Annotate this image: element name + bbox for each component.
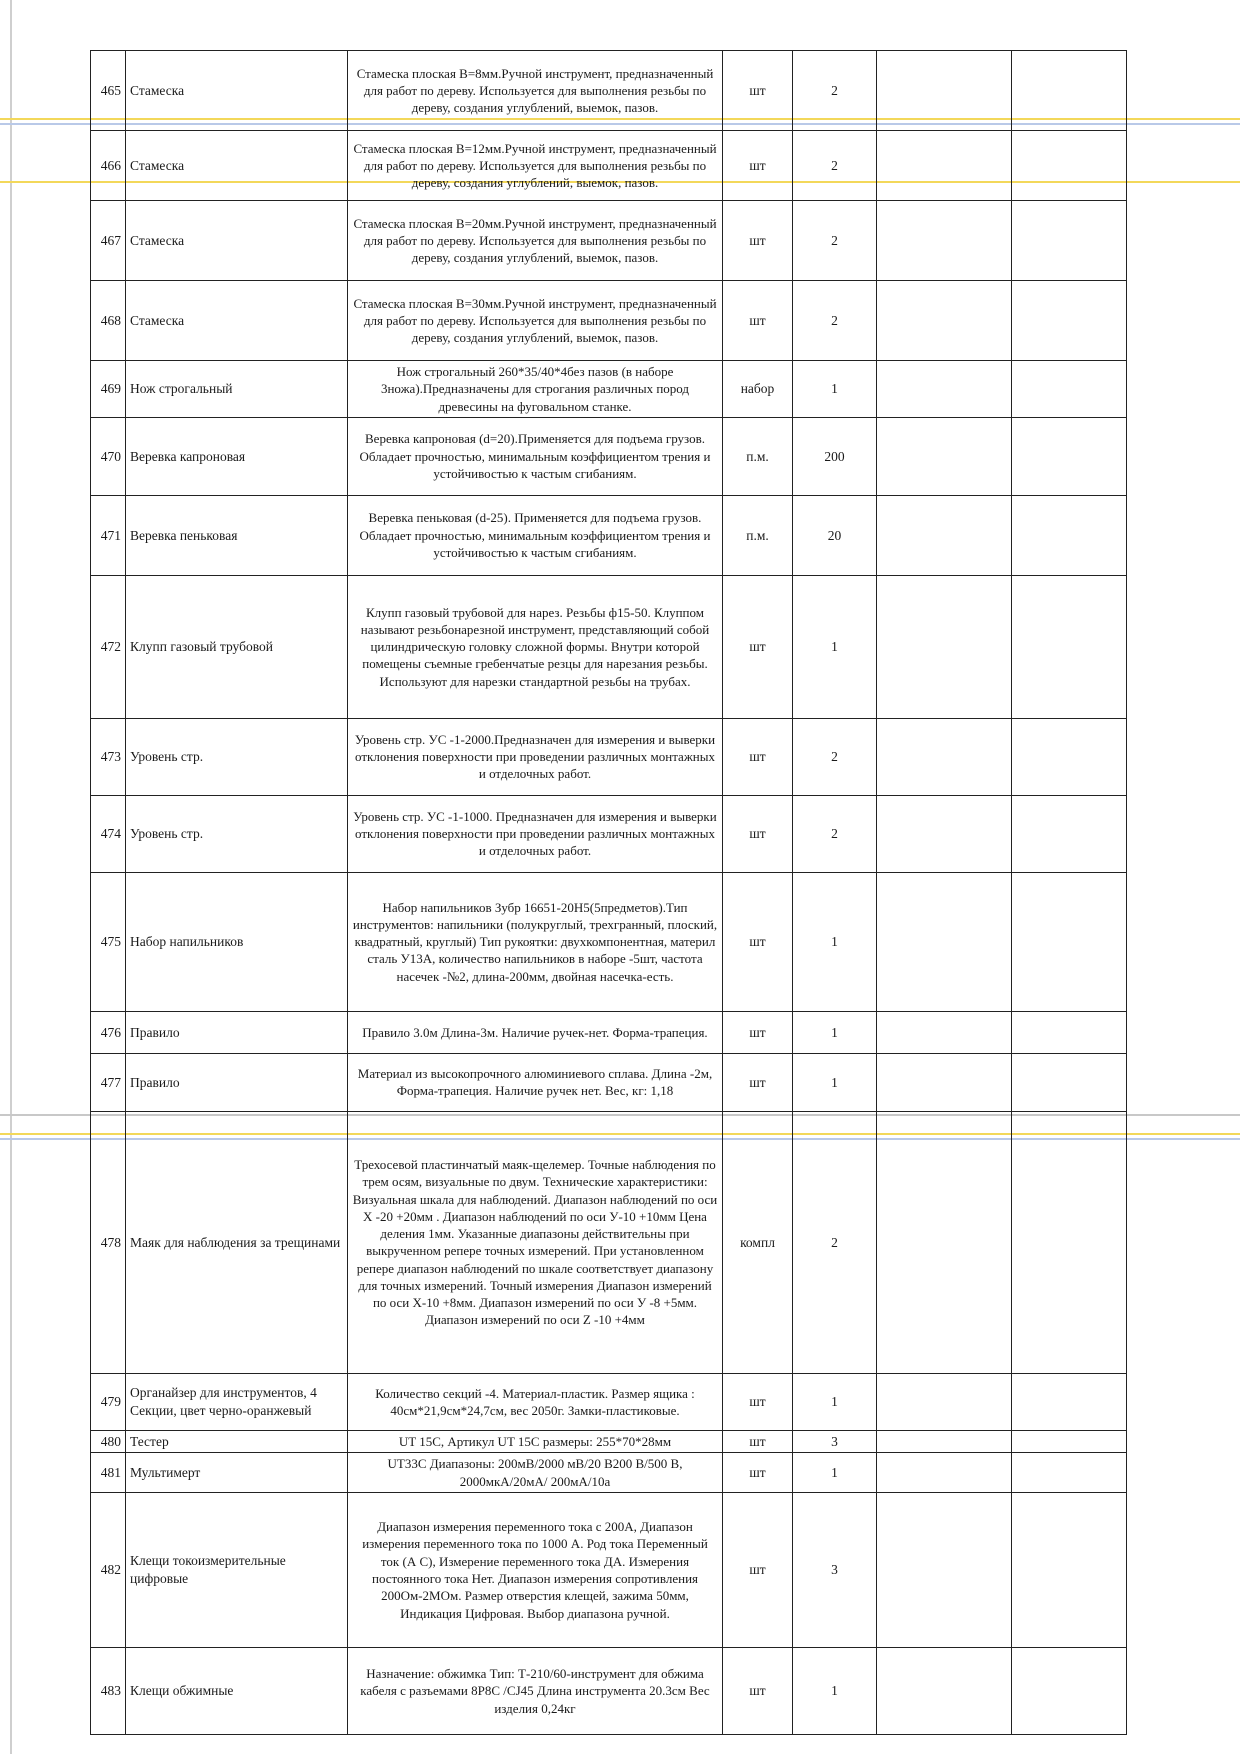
unit: шт [723, 1453, 793, 1493]
row-number: 482 [91, 1492, 126, 1647]
empty-cell [1012, 1492, 1127, 1647]
row-number: 471 [91, 495, 126, 575]
item-description: Трехосевой пластинчатый маяк-щелемер. Точные наблюдения по трем осям, визуальные по двум. Технические характеристики: Визуальная шкала для наблюдений. Диапазон наблюдений по оси X -20 +20мм . Диапазон наблюдений по оси У-10 +10мм Цена деления 1мм. Указанные диапазоны действительны при выкрученном репере точных измерений. При установленном репере диапазон наблюдений по шкале соответствует диапазону для точных измерений. Точный измерения Диапазон измерений по оси X-10 +8мм. Диапазон измерений по оси У -8 +5мм. Диапазон измерений по оси Z -10 +4мм [348, 1111, 723, 1373]
table-row [91, 1453, 1127, 1493]
row-number: 483 [91, 1647, 126, 1734]
empty-cell [877, 795, 1012, 872]
empty-cell [877, 1430, 1012, 1453]
unit: шт [723, 1053, 793, 1111]
item-name: Органайзер для инструментов, 4 Секции, цвет черно-оранжевый [126, 1373, 348, 1430]
table-row [91, 417, 1127, 495]
row-number: 466 [91, 131, 126, 201]
item-description: Материал из высокопрочного алюминиевого сплава. Длина -2м, Форма-трапеция. Наличие ручек нет. Вес, кг: 1,18 [348, 1053, 723, 1111]
empty-cell [877, 1647, 1012, 1734]
row-number: 479 [91, 1373, 126, 1430]
empty-cell [877, 1373, 1012, 1430]
quantity: 2 [793, 718, 877, 795]
item-name: Правило [126, 1053, 348, 1111]
empty-cell [877, 872, 1012, 1011]
unit: шт [723, 281, 793, 361]
row-number: 481 [91, 1453, 126, 1493]
unit: шт [723, 872, 793, 1011]
row-number: 474 [91, 795, 126, 872]
quantity: 1 [793, 1453, 877, 1493]
item-description: UT 15C, Артикул UT 15C размеры: 255*70*28мм [348, 1430, 723, 1453]
unit: шт [723, 575, 793, 718]
table-row [91, 495, 1127, 575]
item-description: Количество секций -4. Материал-пластик. Размер ящика : 40см*21,9см*24,7см, вес 2050г. Замки-пластиковые. [348, 1373, 723, 1430]
unit: п.м. [723, 417, 793, 495]
item-description: Стамеска плоская В=30мм.Ручной инструмент, предназначенный для работ по дереву. Используется для выполнения резьбы по дереву, создания углублений, выемок, пазов. [348, 281, 723, 361]
item-name: Клупп газовый трубовой [126, 575, 348, 718]
unit: шт [723, 795, 793, 872]
item-name: Маяк для наблюдения за трещинами [126, 1111, 348, 1373]
table-row [91, 795, 1127, 872]
item-name: Набор напильников [126, 872, 348, 1011]
empty-cell [1012, 1111, 1127, 1373]
empty-cell [1012, 417, 1127, 495]
row-number: 475 [91, 872, 126, 1011]
quantity: 1 [793, 361, 877, 418]
item-description: Веревка капроновая (d=20).Применяется для подъема грузов. Обладает прочностью, минимальным коэффициентом трения и устойчивостью к частым сгибаниям. [348, 417, 723, 495]
item-name: Стамеска [126, 51, 348, 131]
quantity: 2 [793, 281, 877, 361]
quantity: 3 [793, 1430, 877, 1453]
item-name: Уровень стр. [126, 718, 348, 795]
unit: шт [723, 201, 793, 281]
item-name: Веревка пеньковая [126, 495, 348, 575]
empty-cell [877, 1011, 1012, 1053]
empty-cell [877, 1111, 1012, 1373]
item-name: Правило [126, 1011, 348, 1053]
item-description: Набор напильников Зубр 16651-20Н5(5предметов).Тип инструментов: напильники (полукруглый, трехгранный, плоский, квадратный, круглый) Тип рукоятки: двухкомпонентная, материл сталь У13А, количество напильников в наборе -5шт, частота насечек -№2, длина-200мм, двойная насечка-есть. [348, 872, 723, 1011]
item-name: Нож строгальный [126, 361, 348, 418]
table-row [91, 51, 1127, 131]
row-number: 470 [91, 417, 126, 495]
table-row [91, 361, 1127, 418]
row-number: 467 [91, 201, 126, 281]
quantity: 1 [793, 1373, 877, 1430]
row-number: 472 [91, 575, 126, 718]
quantity: 1 [793, 575, 877, 718]
item-description: Клупп газовый трубовой для нарез. Резьбы ф15-50. Клуппом называют резьбонарезной инструмент, представляющий собой цилиндрическую головку сложной формы. Внутри которой помещены съемные гребенчатые резцы для нарезания резьбы. Используют для нарезки стандартной резьбы на трубах. [348, 575, 723, 718]
empty-cell [877, 1053, 1012, 1111]
item-description: UT33C Диапазоны: 200мВ/2000 мВ/20 В200 В/500 В, 2000мкА/20мА/ 200мА/10а [348, 1453, 723, 1493]
quantity: 200 [793, 417, 877, 495]
quantity: 2 [793, 1111, 877, 1373]
item-name: Стамеска [126, 281, 348, 361]
row-number: 473 [91, 718, 126, 795]
table-row [91, 718, 1127, 795]
row-number: 480 [91, 1430, 126, 1453]
empty-cell [877, 1453, 1012, 1493]
table-row [91, 281, 1127, 361]
item-description: Уровень стр. УС -1-1000. Предназначен для измерения и выверки отклонения поверхности при проведении различных монтажных и отделочных работ. [348, 795, 723, 872]
unit: шт [723, 718, 793, 795]
quantity: 1 [793, 872, 877, 1011]
empty-cell [1012, 575, 1127, 718]
item-description: Правило 3.0м Длина-3м. Наличие ручек-нет. Форма-трапеция. [348, 1011, 723, 1053]
empty-cell [877, 417, 1012, 495]
empty-cell [1012, 361, 1127, 418]
quantity: 2 [793, 795, 877, 872]
goods-table [90, 50, 1127, 1735]
quantity: 3 [793, 1492, 877, 1647]
empty-cell [877, 281, 1012, 361]
table-row [91, 131, 1127, 201]
empty-cell [877, 51, 1012, 131]
row-number: 469 [91, 361, 126, 418]
item-name: Веревка капроновая [126, 417, 348, 495]
empty-cell [1012, 1011, 1127, 1053]
item-description: Стамеска плоская В=12мм.Ручной инструмент, предназначенный для работ по дереву. Используется для выполнения резьбы по дереву, создания углублений, выемок, пазов. [348, 131, 723, 201]
empty-cell [877, 718, 1012, 795]
unit: шт [723, 131, 793, 201]
item-description: Нож строгальный 260*35/40*4без пазов (в наборе 3ножа).Предназначены для строгания различных пород древесины на фуговальном станке. [348, 361, 723, 418]
item-description: Стамеска плоская В=8мм.Ручной инструмент, предназначенный для работ по дереву. Используется для выполнения резьбы по дереву, создания углублений, выемок, пазов. [348, 51, 723, 131]
table-row [91, 1647, 1127, 1734]
empty-cell [877, 361, 1012, 418]
item-description: Назначение: обжимка Тип: Т-210/60-инструмент для обжима кабеля с разъемами 8Р8С /CJ45 Длина инструмента 20.3см Вес изделия 0,24кг [348, 1647, 723, 1734]
item-name: Мультимерт [126, 1453, 348, 1493]
item-name: Стамеска [126, 131, 348, 201]
table-row [91, 872, 1127, 1011]
item-name: Стамеска [126, 201, 348, 281]
quantity: 2 [793, 201, 877, 281]
table-row [91, 1053, 1127, 1111]
empty-cell [877, 575, 1012, 718]
unit: набор [723, 361, 793, 418]
empty-cell [877, 495, 1012, 575]
unit: шт [723, 1430, 793, 1453]
quantity: 1 [793, 1647, 877, 1734]
empty-cell [1012, 1053, 1127, 1111]
row-number: 478 [91, 1111, 126, 1373]
item-name: Уровень стр. [126, 795, 348, 872]
quantity: 2 [793, 131, 877, 201]
item-name: Клещи обжимные [126, 1647, 348, 1734]
empty-cell [1012, 281, 1127, 361]
empty-cell [1012, 872, 1127, 1011]
scan-edge [10, 0, 12, 1754]
table-row [91, 1011, 1127, 1053]
item-name: Тестер [126, 1430, 348, 1453]
row-number: 476 [91, 1011, 126, 1053]
quantity: 2 [793, 51, 877, 131]
empty-cell [1012, 51, 1127, 131]
unit: шт [723, 1373, 793, 1430]
unit: п.м. [723, 495, 793, 575]
row-number: 468 [91, 281, 126, 361]
empty-cell [877, 131, 1012, 201]
quantity: 20 [793, 495, 877, 575]
empty-cell [1012, 1373, 1127, 1430]
table-row [91, 1111, 1127, 1373]
empty-cell [1012, 495, 1127, 575]
row-number: 477 [91, 1053, 126, 1111]
unit: компл [723, 1111, 793, 1373]
empty-cell [1012, 1430, 1127, 1453]
table-row [91, 1430, 1127, 1453]
empty-cell [1012, 201, 1127, 281]
table-row [91, 201, 1127, 281]
item-description: Веревка пеньковая (d-25). Применяется для подъема грузов. Обладает прочностью, минимальным коэффициентом трения и устойчивостью к частым сгибаниям. [348, 495, 723, 575]
table-row [91, 1492, 1127, 1647]
unit: шт [723, 1492, 793, 1647]
empty-cell [1012, 718, 1127, 795]
table-row [91, 1373, 1127, 1430]
empty-cell [1012, 1647, 1127, 1734]
quantity: 1 [793, 1011, 877, 1053]
item-description: Стамеска плоская В=20мм.Ручной инструмент, предназначенный для работ по дереву. Используется для выполнения резьбы по дереву, создания углублений, выемок, пазов. [348, 201, 723, 281]
table-row [91, 575, 1127, 718]
row-number: 465 [91, 51, 126, 131]
unit: шт [723, 1011, 793, 1053]
item-description: Диапазон измерения переменного тока с 200А, Диапазон измерения переменного тока по 1000 А. Род тока Переменный ток (А С), Измерение переменного тока ДА. Измерения постоянного тока Нет. Диапазон измерения сопротивления 200Ом-2МОм. Размер отверстия клещей, зажима 50мм, Индикация Цифровая. Выбор диапазона ручной. [348, 1492, 723, 1647]
unit: шт [723, 51, 793, 131]
empty-cell [1012, 1453, 1127, 1493]
empty-cell [877, 1492, 1012, 1647]
item-name: Клещи токоизмерительные цифровые [126, 1492, 348, 1647]
empty-cell [1012, 131, 1127, 201]
item-description: Уровень стр. УС -1-2000.Предназначен для измерения и выверки отклонения поверхности при проведении различных монтажных и отделочных работ. [348, 718, 723, 795]
empty-cell [877, 201, 1012, 281]
empty-cell [1012, 795, 1127, 872]
quantity: 1 [793, 1053, 877, 1111]
goods-table-body [91, 51, 1127, 1735]
unit: шт [723, 1647, 793, 1734]
